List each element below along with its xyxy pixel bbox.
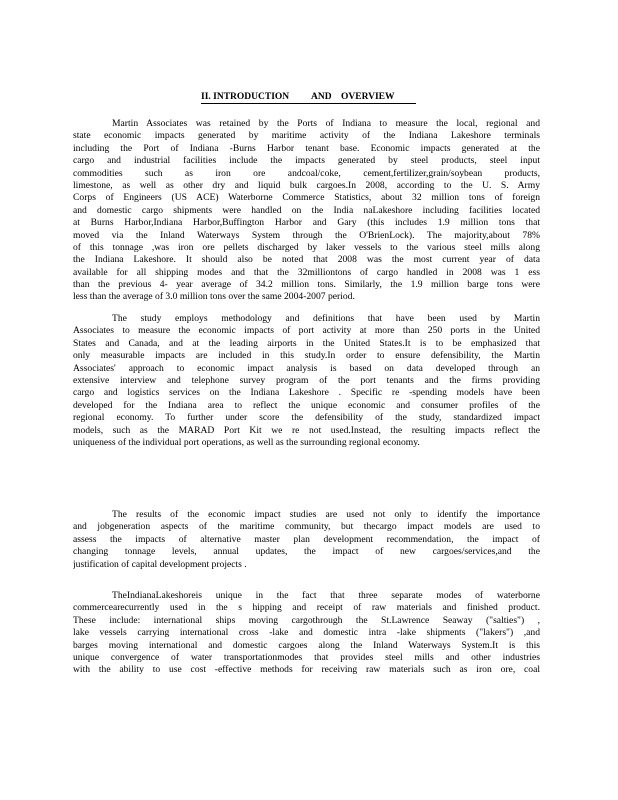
paragraph-line: extensive interview and telephone survey program of the port tenants and the firms providing [73,374,540,386]
paragraph-line: TheIndianaLakeshoreis unique in the fact that three separate modes of waterborne [112,590,540,601]
paragraph-line: Corps of Engineers (US ACE) Waterborne Commerce Statistics, about 32 million tons of foreign [73,192,540,204]
paragraph-2 [73,313,540,449]
paragraph-line: of this tonnage ,was iron ore pellets discharged by laker vessels to the various steel mills along [73,241,540,253]
paragraph-line: changing tonnage levels, annual updates, the impact of new cargoes/services,and the [73,546,540,558]
paragraph-line: models, such as the MARAD Port Kit we re not used.Instead, the resulting impacts reflect the [73,424,540,436]
paragraph-line: less than the average of 3.0 million tons over the same 2004-2007 period. [73,291,355,303]
paragraph-line: Associates to measure the economic impacts of port activity at more than 250 ports in the United [73,325,540,337]
heading-part-3: OVERVIEW [341,92,395,102]
paragraph-line: lake vessels carrying international cross -lake and domestic intra -lake shipments ("lakers") ,and [73,627,540,639]
paragraph-line: state economic impacts generated by maritime activity of the Indiana Lakeshore terminals [73,130,540,142]
paragraph-line: the Indiana Lakeshore. It should also be noted that 2008 was the most current year of data [73,254,540,266]
section-heading [201,91,416,104]
paragraph-line: The study employs methodology and definitions that have been used by Martin [112,313,540,324]
paragraph-line: States and Canada, and at the leading airports in the United States.It is to be emphasized that [73,337,540,349]
paragraph-line: available for all shipping modes and that the 32milliontons of cargo handled in 2008 was 1 ess [73,266,540,278]
paragraph-line: limestone, as well as other dry and liquid bulk cargoes.In 2008, according to the U. S. Army [73,179,540,191]
paragraph-line: regional economy. To further under score the defensibility of the study, standardized impact [73,412,540,424]
paragraph-line: assess the impacts of alternative master plan development recommendation, the impact of [73,533,540,545]
paragraph-line: and domestic cargo shipments were handled on the India naLakeshore including facilities located [73,204,540,216]
paragraph-line: These include: international ships moving cargothrough the St.Lawrence Seaway ("salties") , [73,614,540,626]
paragraph-line: commercearecurrently used in the s hipping and receipt of raw materials and finished product. [73,602,540,614]
paragraph-3 [73,509,540,571]
paragraph-line: uniqueness of the individual port operations, as well as the surrounding regional economy. [73,436,420,448]
heading-part-1: II. INTRODUCTION [201,92,290,102]
paragraph-line: than the previous 4- year average of 34.2 million tons. Similarly, the 1.9 million barge tons were [73,279,540,291]
paragraph-line: developed for the Indiana area to reflect the unique economic and consumer profiles of the [73,399,540,411]
paragraph-line: at Burns Harbor,Indiana Harbor,Buffington Harbor and Gary (this includes 1.9 million tons that [73,217,540,229]
paragraph-line: Martin Associates was retained by the Ports of Indiana to measure the local, regional and [112,118,540,129]
paragraph-line: unique convergence of water transportationmodes that provides steel mills and other industries [73,651,540,663]
paragraph-line: including the Port of Indiana -Burns Harbor tenant base. Economic impacts generated at the [73,142,540,154]
paragraph-line: The results of the economic impact studies are used not only to identify the importance [112,509,540,520]
paragraph-1 [73,118,540,304]
paragraph-line: commodities such as iron ore andcoal/coke, cement,fertilizer,grain/soybean products, [73,167,540,179]
paragraph-4 [73,590,540,677]
paragraph-line: only measurable impacts are included in this study.In order to ensure defensibility, the Martin [73,350,540,362]
paragraph-line: moved via the Inland Waterways System through the O'BrienLock). The majority,about 78% [73,229,540,241]
paragraph-line: cargo and logistics services on the Indiana Lakeshore . Specific re -spending models have been [73,387,540,399]
heading-part-2: AND [311,92,332,102]
paragraph-line: Associates' approach to economic impact analysis is based on data developed through an [73,362,540,374]
paragraph-line: and jobgeneration aspects of the maritime community, but thecargo impact models are used to [73,521,540,533]
paragraph-line: justification of capital development projects . [73,558,247,570]
paragraph-line: barges moving international and domestic cargoes along the Inland Waterways System.It is this [73,639,540,651]
paragraph-line: with the ability to use cost -effective methods for receiving raw materials such as iron ore, coal [73,664,540,676]
paragraph-line: cargo and industrial facilities include the impacts generated by steel products, steel input [73,155,540,167]
